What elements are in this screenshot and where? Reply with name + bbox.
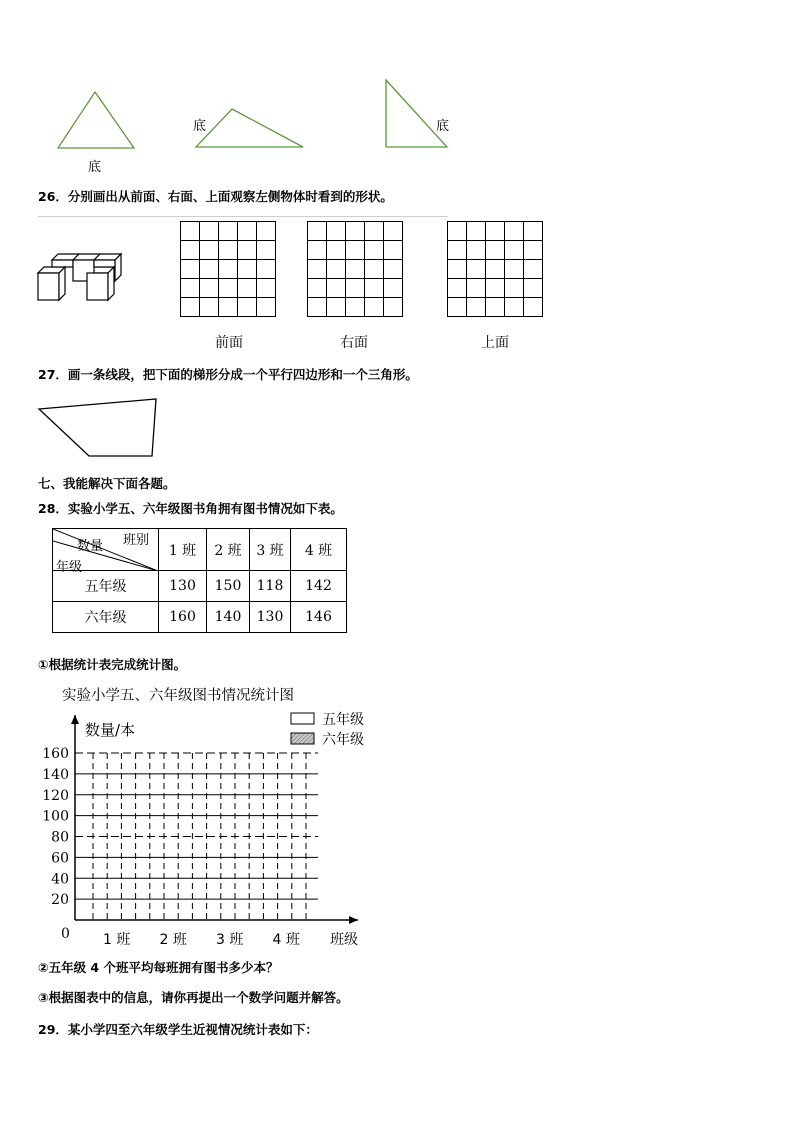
y-tick-label: 60 [51, 850, 69, 867]
column-header: 3 班 [250, 529, 291, 571]
y-axis-label: 数量/本 [85, 721, 136, 739]
base-label-2: 底 [193, 119, 207, 134]
table-corner-header [53, 529, 159, 575]
x-tick-label: 2 班 [159, 932, 187, 948]
x-axis-label: 班级 [330, 932, 358, 948]
trapezoid-figure[interactable] [34, 395, 164, 465]
base-label-3: 底 [436, 119, 450, 134]
x-tick-label: 4 班 [272, 932, 300, 948]
y-tick-label: 20 [51, 892, 69, 909]
y-tick-label: 80 [51, 829, 69, 846]
table-cell: 118 [250, 571, 291, 602]
table-cell: 150 [207, 571, 250, 602]
subquestion-2: ②五年级 4 个班平均每班拥有图书多少本？ [38, 960, 279, 975]
x-tick-label: 3 班 [216, 932, 244, 948]
legend-swatch [291, 733, 314, 744]
top-view-grid[interactable] [447, 221, 543, 317]
y-tick-label: 140 [42, 766, 69, 783]
x-axis-arrow [349, 916, 358, 924]
y-tick-label: 160 [42, 746, 69, 762]
divider-line [38, 216, 448, 217]
legend-swatch [291, 713, 314, 724]
column-header: 4 班 [291, 529, 347, 571]
question-26-prompt: 26．分别画出从前面、右面、上面观察左侧物体时看到的形状。 [38, 189, 393, 204]
x-tick-label: 1 班 [103, 932, 131, 948]
right-view-label: 右面 [340, 335, 368, 351]
row-label: 六年级 [53, 602, 159, 633]
corner-class-label: 班别 [123, 533, 150, 548]
corner-quantity-label: 数量 [77, 539, 104, 554]
book-stats-table [52, 528, 347, 633]
triangle-figures [50, 75, 470, 175]
base-label-1: 底 [88, 160, 102, 175]
front-view-grid[interactable] [180, 221, 276, 317]
table-row [53, 602, 347, 633]
subquestion-1: ①根据统计表完成统计图。 [38, 657, 187, 672]
triangle-2 [196, 109, 303, 147]
triangle-1 [58, 92, 134, 148]
y-tick-label: 100 [42, 808, 69, 825]
triangle-3 [386, 80, 450, 147]
cube-stack-figure [34, 250, 134, 310]
legend-label: 五年级 [322, 712, 364, 728]
front-view-label: 前面 [215, 335, 243, 351]
question-28-prompt: 28．实验小学五、六年级图书角拥有图书情况如下表。 [38, 501, 343, 516]
question-29-prompt: 29．某小学四至六年级学生近视情况统计表如下： [38, 1022, 318, 1037]
column-header: 2 班 [207, 529, 250, 571]
y-tick-label: 120 [42, 787, 69, 804]
origin-label: 0 [61, 926, 70, 942]
right-view-grid[interactable] [307, 221, 403, 317]
corner-grade-label: 年级 [56, 560, 83, 575]
table-cell: 146 [291, 602, 347, 633]
subquestion-3: ③根据图表中的信息，请你再提出一个数学问题并解答。 [38, 990, 349, 1005]
section-7-heading: 七、我能解决下面各题。 [38, 476, 176, 491]
question-27-prompt: 27．画一条线段，把下面的梯形分成一个平行四边形和一个三角形。 [38, 367, 418, 382]
bar-chart[interactable] [40, 705, 400, 955]
table-cell: 130 [159, 571, 207, 602]
column-header: 1 班 [159, 529, 207, 571]
y-tick-label: 40 [51, 871, 69, 888]
table-cell: 160 [159, 602, 207, 633]
row-label: 五年级 [53, 571, 159, 602]
top-view-label: 上面 [481, 335, 509, 351]
y-axis-arrow [71, 715, 79, 724]
legend-label: 六年级 [322, 732, 364, 748]
table-cell: 130 [250, 602, 291, 633]
table-cell: 142 [291, 571, 347, 602]
chart-title: 实验小学五、六年级图书情况统计图 [62, 688, 294, 704]
table-row [53, 571, 347, 602]
table-cell: 140 [207, 602, 250, 633]
